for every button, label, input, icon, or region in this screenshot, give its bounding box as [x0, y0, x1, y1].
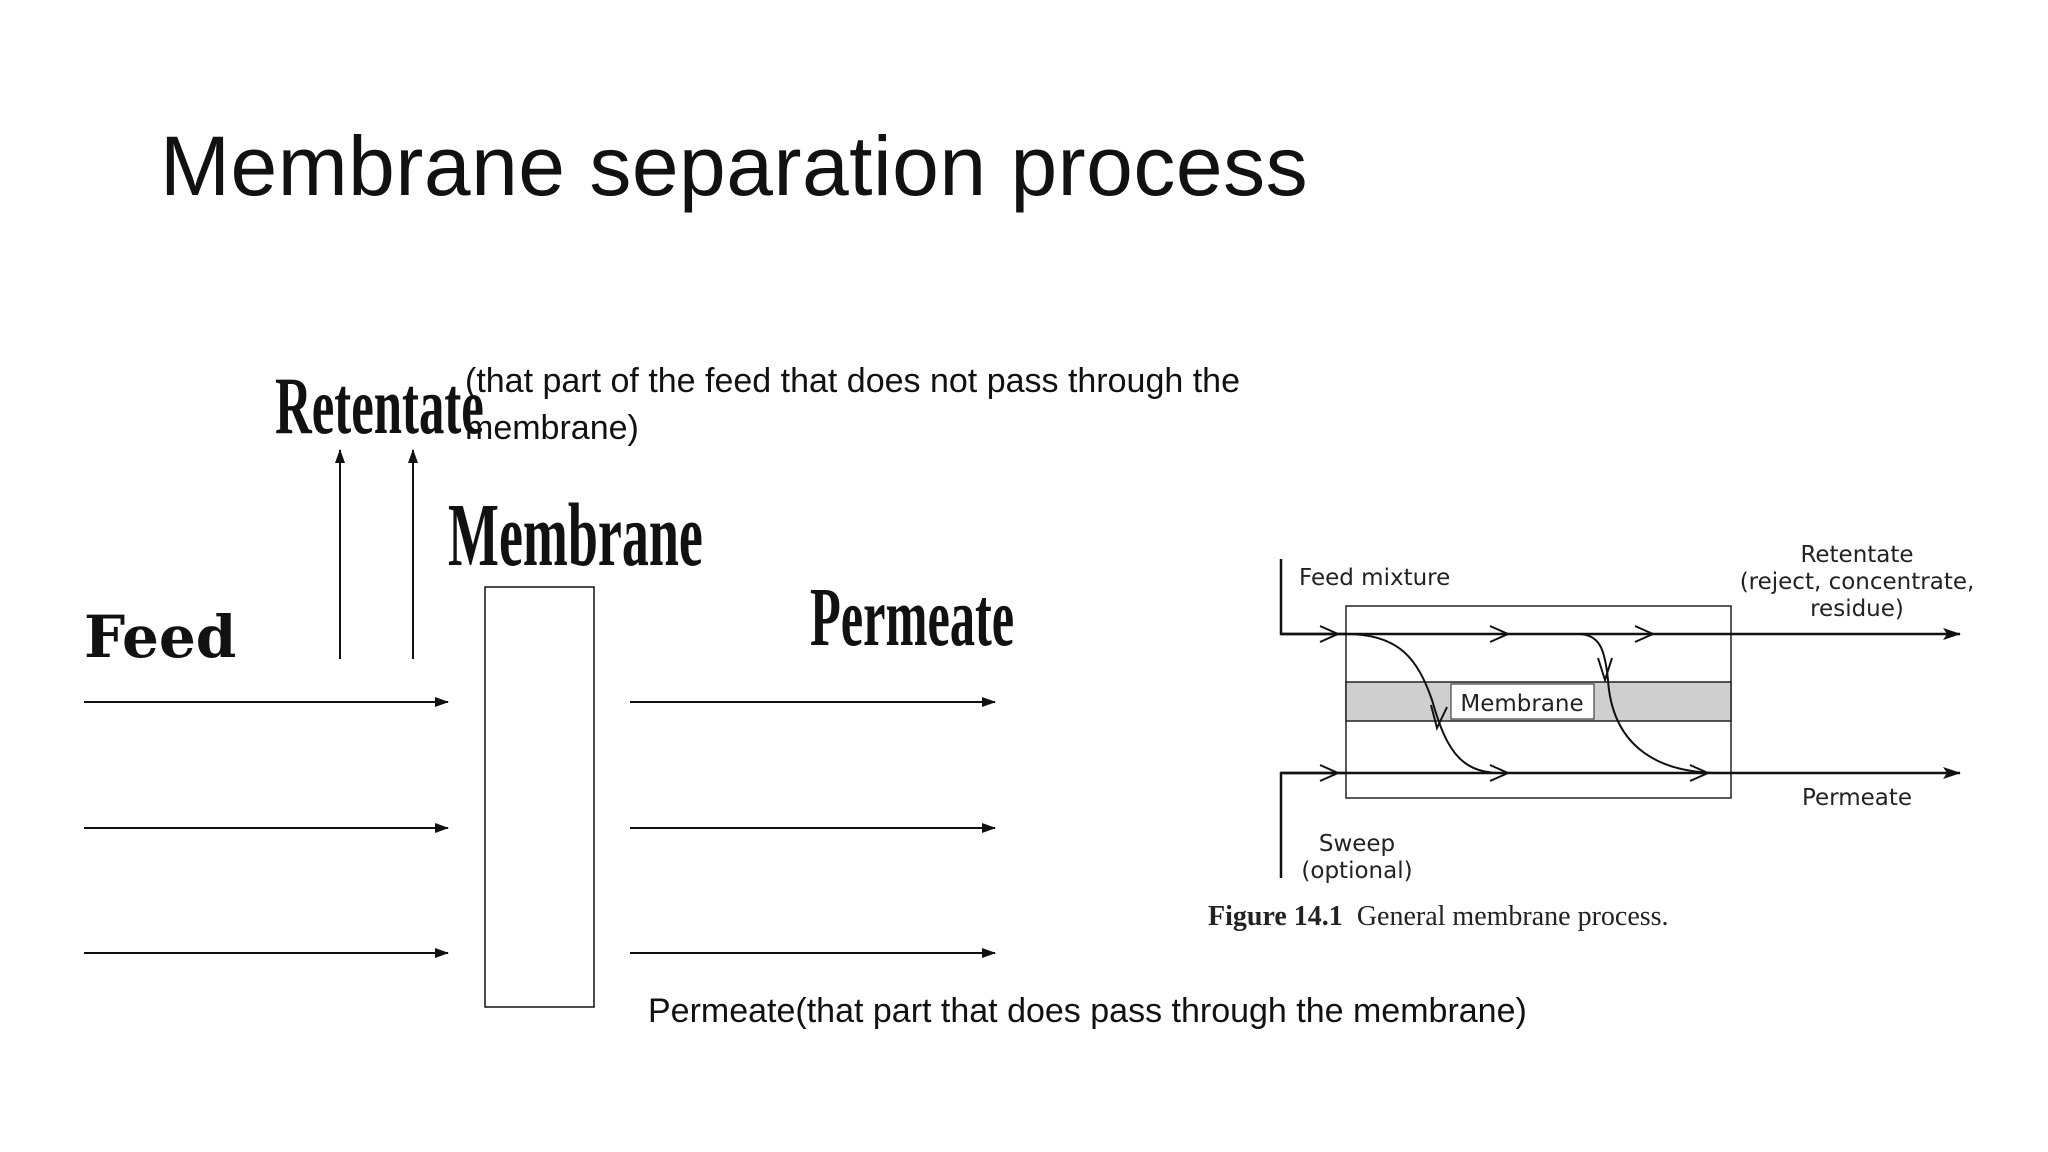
figure-caption-text: General membrane process. [1356, 901, 1669, 932]
retentate-label: Retentate [275, 359, 484, 452]
retentate-label-line1: Retentate [1800, 542, 1914, 568]
left-schematic [84, 360, 1014, 1007]
figure-caption-number: Figure 14.1 [1208, 901, 1343, 932]
sweep-label-line2: (optional) [1301, 858, 1413, 884]
slide-title: Membrane separation process [160, 119, 1309, 213]
feed-label: Feed [84, 603, 237, 671]
figure-caption [1208, 901, 1669, 932]
retentate-label-line2: (reject, concentrate, [1739, 569, 1975, 595]
permeate-figure-label: Permeate [1801, 785, 1913, 811]
permeate-note: Permeate(that part that does pass through the membrane) [648, 992, 1527, 1030]
feed-mixture-label: Feed mixture [1299, 565, 1451, 591]
membrane-process-figure [1208, 542, 1974, 932]
membrane-label: Membrane [448, 486, 703, 586]
sweep-label-line1: Sweep [1318, 831, 1396, 857]
membrane-text: Membrane [1460, 691, 1584, 717]
retentate-note: (that part of the feed that does not pass through the membrane) [465, 362, 1240, 447]
retentate-label-line3: residue) [1810, 596, 1904, 622]
membrane-box [485, 587, 594, 1007]
permeate-label: Permeate [810, 569, 1015, 664]
